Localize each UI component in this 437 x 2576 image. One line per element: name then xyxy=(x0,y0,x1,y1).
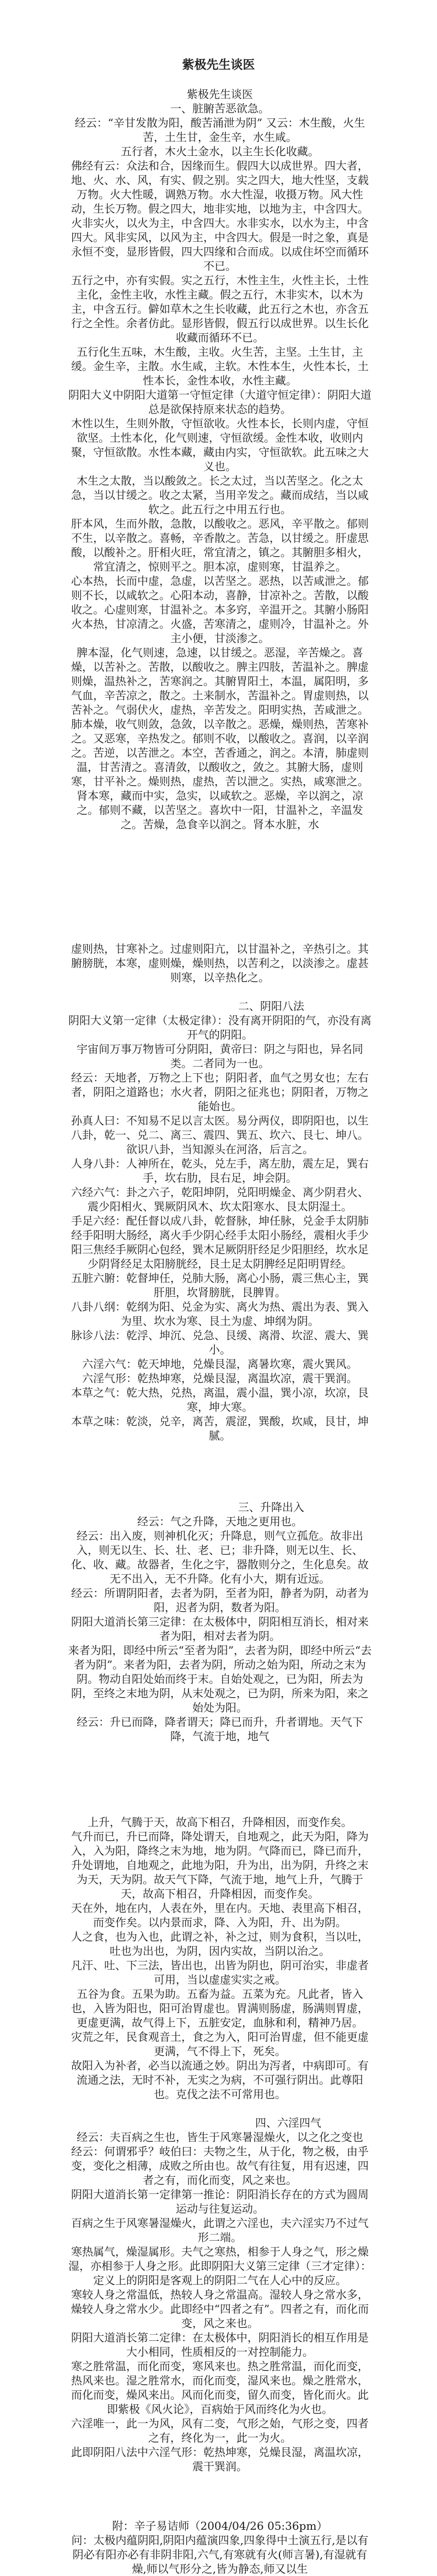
paragraph: 寒热属气，燥湿属形。夫气之寒热，相参于人身之气，形之燥湿，亦相参于人身之形。此即阴阳大义第三定律（三才定律）：定义上的阴阳是客观上的阴阳二气在人心中的反应。 xyxy=(68,2245,371,2287)
paragraph: 天在外，地在内，人表在外，里在内。天地、表里高下相召，而变作矣。以内景而求，降、入为阳，升、出为阴。 xyxy=(71,1901,369,1929)
paragraph: 阴阳大道消长第一定律第一推论：阴阳消长存在的方式为圆周运动与往复运动。 xyxy=(71,2188,369,2215)
paragraph: 肝本风，生而外散，急散，以酸收之。恶风，辛平散之。郁则不生，以辛散之。喜畅，辛香散之。苦急，以甘缓之。肝虚思酸，以酸补之。肝相火旺，常宜清之，镇之。其腑胆多相火，常宜清之，惊则平之。胆本凉，虚则寒，甘温养之。 xyxy=(71,517,369,573)
paragraph: 经云：所谓阴阳者，去者为阴，至者为阳，静者为阴，动者为阳，迟者为阴，数者为阳。 xyxy=(71,1586,369,1614)
paragraph: 佛经有云：众法和合，因缘而生。假四大以成世界。四大者，地、火、水、风，有实、假之别。实之四大，地大性坚，支载万物。火大性暖，调熟万物。水大性湿，收摄万物。风大性动，生长万物。假之四大，地非实地，以地为主，中含四大。火非实火，以火为主，中含四大。水非实水，以水为主，中含四大。风非实风，以风为主，中含四大。假是一时之象，真是永恒不变，显形皆假，四大四缘和合而成。以成住坏空而循环不已。 xyxy=(71,159,369,273)
paragraph: 欲识八卦，当知源头在河洛，后言之。 xyxy=(126,1143,314,1156)
paragraph: 六淫六气：乾天坤地，兑燥艮湿，离暑坎寒，震火巽风。 xyxy=(82,1357,358,1371)
paragraph: 心本热，长而中虚，急虚，以苦坚之。恶热，以苦咸泄之。郁则不长，以咸软之。心阳本动，喜静，甘凉补之。苦散，以酸收之。心虚则寒，甘温补之。本多窍，辛温开之。其腑小肠阳火本热，甘凉清之。火盛，苦寒清之，虚则冷，甘温补之。外主小便，甘淡渗之。 xyxy=(71,574,369,645)
paragraph: 六经六气：卦之六子，乾阳坤阴，兑阳明燥金、离少阴君火、震少阳相火、巽厥阴风木、坎太阳寒水、艮太阴湿土。 xyxy=(71,1186,369,1213)
section-heading: 四、六淫四气 xyxy=(255,2116,321,2129)
paragraph: 寒较人身之常温低，热较人身之常温高。湿较人身之常水多，燥较人身之常水少。此即经中“四者之有”。四者之有，而化而变，风之来也。 xyxy=(71,2288,369,2330)
paragraph: 五行之中，亦有实假。实之五行，木性主生，火性主长，土性主化，金性主收，水性主藏。假之五行，木非实木，以木为主，中含五行。僻如草木之生长收藏，此五行之木也，亦含五行之全性。余者仿此。显形皆假，假五行以成世界。以生长化收藏而循环不已。 xyxy=(71,274,369,344)
paragraph: 经云：何谓邪乎？岐伯曰：夫物之生，从于化，物之极，由乎变，变化之相薄，成败之所由也。故气有往复，用有迟速，四者之有，而化而变，风之来也。 xyxy=(71,2145,369,2187)
paragraph: 五行者，木火土金水，以主生长化收藏。 xyxy=(121,145,319,158)
paragraph: 此即阴阳八法中六淫气形：乾热坤寒，兑燥艮湿，离温坎凉，震干巽润。 xyxy=(71,2445,369,2473)
paragraph: 经云：气之升降，天地之更用也。 xyxy=(137,1515,303,1528)
paragraph: 八卦八纲：乾纲为阳、兑金为实、离火为热、震出为表、巽入为里、坎水为寒、艮土为虚、坤纲为阴。 xyxy=(71,1300,369,1328)
paragraph: 上升，气腾于天，故高下相召，升降相因，而变作矣。 xyxy=(88,1816,352,1829)
paragraph: 阴阳大义中阴阳大道第一守恒定律（大道守恒定律）：阴阳大道总是欲保持原来状态的趋势。 xyxy=(68,388,371,416)
paragraph: 宇宙间万事万物皆可分阴阳，黄帝曰：阴之与阳也，异名同类。二者同为一也。 xyxy=(77,1042,363,1070)
paragraph: 气升而已，升已而降，降处谓天，自地观之，此天为阳，降为入，入为阳，降终之末为地，地为阴。气降而已，降已而升，升处谓地，自地观之，此地为阳，升为出，出为阴，升终之末为天，天为阴。故天气下降，气流于地，地气上升，气腾于天，故高下相召，升降相因，而变作矣。 xyxy=(71,1830,369,1900)
appendix-paragraphs xyxy=(66,2533,374,2576)
paragraph: 木性以生，生则外散，守恒欲收。火性本长，长则内虚，守恒欲坚。土性本化，化气则速，守恒欲缓。金性本收，收则内聚，守恒欲散。水性本藏，藏由内实，守恒欲软。此五味之大义也。 xyxy=(71,417,369,473)
page-break xyxy=(66,832,374,942)
paragraph: 脉诊八法：乾浮、坤沉、兑急、艮缓、离滑、坎涩、震大、巽小。 xyxy=(71,1329,369,1356)
paragraph: 六淫唯一，此一为风，风有二变，气形之始，气形之变，四者之有，终化为一，此一为火。 xyxy=(71,2417,369,2444)
paragraph: 本草之味：乾淡，兑辛，离苦，震涩，巽酸，坎咸，艮甘，坤腻。 xyxy=(71,1415,369,1442)
page-title: 紫极先生谈医 xyxy=(182,58,255,72)
paragraph: 六淫气形：乾热坤寒，兑燥艮湿，离温坎凉，震干巽润。 xyxy=(82,1372,358,1385)
appendix xyxy=(66,2519,374,2576)
paragraph: 来者为阳，即经中所云“至者为阳”，去者为阴，即经中所云“去者为阴”。来者为阳，去者为阴，所动之始为阳，所动之末为阴。物动自阳处始而终于末。自始处观之，已为阳，所去为阴，至终之末地为阴，从末处观之，已为阴，所来为阳，来之始处为阳。 xyxy=(68,1644,372,1714)
paragraph: 肾本寒，藏而中实，急实，以咸软之。恶燥，辛以润之，凉之。郁则不藏，以苦坚之。喜坎中一阳，甘温补之，辛温发之。苦燥，急食辛以润之。肾本水脏，水 xyxy=(77,789,363,831)
paragraph: 人身八卦：人神所在，乾头，兑左手，离左肋，震左足，巽右手，坎右肋，艮右足，坤会阴。 xyxy=(71,1157,369,1184)
paragraph: 百病之生于风寒暑湿燥火，此谓之六淫也，夫六淫实乃不过气形二端。 xyxy=(71,2216,369,2244)
paragraph: 脾本湿，化气则速，急速，以甘缓之。恶湿，辛苦燥之。喜燥，以苦补之。苦散，以酸收之。脾主四肢，苦温补之。脾虚则燥，温热补之，苦寒润之。其腑胃阳土，本温，属阳明，多气血，辛苦凉之，散之。土来制水，苦温补之。胃虚则热，以苦补之。气弱伏火，虚热，辛苦发之。阳明实热，苦咸泄之。 xyxy=(71,646,369,716)
document-body xyxy=(66,87,374,2576)
section-3 xyxy=(66,1500,374,2101)
section-heading: 三、升降出入 xyxy=(238,1501,304,1514)
paragraph: 灾荒之年，民食观音土，食之为入，阳可治胃虚，但不能更虚更满，气不得上下，死矣。 xyxy=(71,2030,369,2058)
paragraph: 五脏六腑：乾督坤任，兑肺大肠，离心小肠，震三焦心主，巽肝胆，坎肾膀胱，艮脾胃。 xyxy=(71,1271,369,1299)
page-break xyxy=(66,1743,374,1815)
section-2 xyxy=(66,999,374,1443)
paragraph: 经云：升已而降，降者谓天；降已而升，升者谓地。天气下降，气流于地，地气 xyxy=(77,1715,363,1743)
paragraph: 木生之太散，当以酸敛之。长之太过，当以苦坚之。化之太急，当以甘缓之。收之太紧，当用辛发之。藏而成结，当以咸软之。此五行之中用五行也。 xyxy=(71,474,369,516)
paragraph: 经云：夫百病之生也，皆生于风寒暑湿燥火，以之化之变也 xyxy=(77,2131,363,2144)
paragraph: 孙真人曰：不知易不足以言太医。易分两仪，即阴阳也，以生八卦，乾一、兑二、离三、震四、巽五、坎六、艮七、坤八。 xyxy=(71,1114,369,1142)
paragraph: 凡汗、吐、下三法，皆出也，出皆为阴也，阴可治实，非虚者可用，当以虚虚实实之戒。 xyxy=(71,1959,369,1986)
paragraph: 经云：出入废，则神机化灭；升降息，则气立孤危。故非出入，则无以生、长、壮、老、已；非升降，则无以生、长、化、收、藏。故器者，生化之宇，器散则分之，生化息矣。故无不出入，无不升降。化有小大，期有近远。 xyxy=(71,1529,369,1585)
section-heading: 一、脏腑苦恶欲急。 xyxy=(170,102,269,115)
paragraph: 五行化生五味，木生酸，主收。火生苦，主坚。土生甘，主缓。金生辛，主散。水生咸，主软。木性本生，火性本长，土性本长，金性本收，水性主藏。 xyxy=(71,345,369,387)
paragraph: 本草之气：乾大热，兑热，离温，震小温，巽小凉，坎凉，艮寒，坤大寒。 xyxy=(71,1386,369,1414)
appendix-heading: 附：辛子易诘师（2004/04/26 05:36pm） xyxy=(112,2519,328,2532)
paragraph: 阴阳大义第一定律（太极定律）：没有离开阴阳的气，亦没有离开气的阴阳。 xyxy=(68,1014,371,1041)
paragraph: 寒之胜常温，而化而变，寒风来也。热之胜常温，而化而变，热风来也。湿之胜常水，而化而变，湿风来也。燥之胜常水，而化而变，燥风来出。风而化而变，留久而变，皆化而火。此即紫极《风火论》，百病始于风而终化为火也。 xyxy=(71,2360,369,2416)
paragraph: 经云：天地者，万物之上下也；阴阳者，血气之男女也；左右者，阴阳之道路也；水火者，阴阳之征兆也；阴阳者，万物之能始也。 xyxy=(71,1071,369,1113)
paragraph: 手足六经：配任督以成八卦，乾督脉，坤任脉，兑金手太阴肺经手阳明大肠经，离火手少阴心经手太阳小肠经，震相火手少阳三焦经手厥阴心包经，巽木足厥阴肝经足少阳胆经，坎水足少阴肾经足太阳膀胱经，艮土足太阴脾经足阳明胃经。 xyxy=(71,1214,369,1270)
sections-container xyxy=(66,101,374,2474)
paragraph: 人之食，也为入也，此谓之补，补之过，则为食积，当以吐，吐也为出也，为阴，因内实故，当阴以治之。 xyxy=(71,1930,369,1958)
section-1 xyxy=(66,101,374,985)
paragraph: 阴阳大道消长第三定律：在太极体中，阴阳相互消长，相对来者为阳，相对去者为阴。 xyxy=(71,1615,369,1643)
section-heading: 二、阴阳八法 xyxy=(238,999,304,1013)
appendix-paragraph: 问：太极内蕴阴阳,阴阳内蕴演四象,四象得中土演五行,是以有阴必有阳亦必有非阴非阳,六气,有寒就有火(师言暑),有湿就有燥,师以气形分之,皆为静态,师又以生 xyxy=(71,2534,369,2575)
paragraph: 阴阳大道消长第二定律：在太极体中，阴阳消长的相互作用是大小相同，性质相反的一对控制能力。 xyxy=(71,2331,369,2358)
document-subtitle: 紫极先生谈医 xyxy=(187,88,253,101)
paragraph: 虚则热，甘寒补之。过虚则阳亢，以甘温补之，辛热引之。其腑膀胱，本寒，虚则燥，燥则热，以苦利之，以淡渗之。虚甚则寒，以辛热化之。 xyxy=(71,942,369,984)
paragraph: 经云：“辛甘发散为阳，酸苦涌泄为阴” 又云：木生酸，火生苦，土生甘，金生辛，水生咸。 xyxy=(74,116,365,144)
paragraph: 五谷为食。五果为助。五畜为益。五菜为充。凡此者，皆入也，入皆为阳也，阳可治胃虚也。胃满则肠虚，肠满则胃虚，更虚更满，故气得上下，五脏安定，血脉和利，精神乃居。 xyxy=(71,1987,369,2029)
section-4 xyxy=(66,2116,374,2474)
paragraph: 故阳入为补者，必当以流通之妙。阴出为泻者，中病即可。有流通之法，无时不补，无实之为病，不可强行阴出。此尊阳也。克伐之法不可常用也。 xyxy=(71,2059,369,2101)
paragraph: 肺本燥，收气则敛，急敛，以辛散之。恶燥，燥则热，苦寒补之。又恶寒，辛热发之。郁则不收，以酸收之。喜润，以辛润之。苦逆，以苦泄之。本空，苦香通之，润之。本清，肺虚则温，甘苦清之。喜清敛，以酸收之，敛之。其腑大肠，虚则寒，甘平补之。燥则热，虚热，苦以泄之。实热，咸寒泄之。 xyxy=(71,718,369,788)
